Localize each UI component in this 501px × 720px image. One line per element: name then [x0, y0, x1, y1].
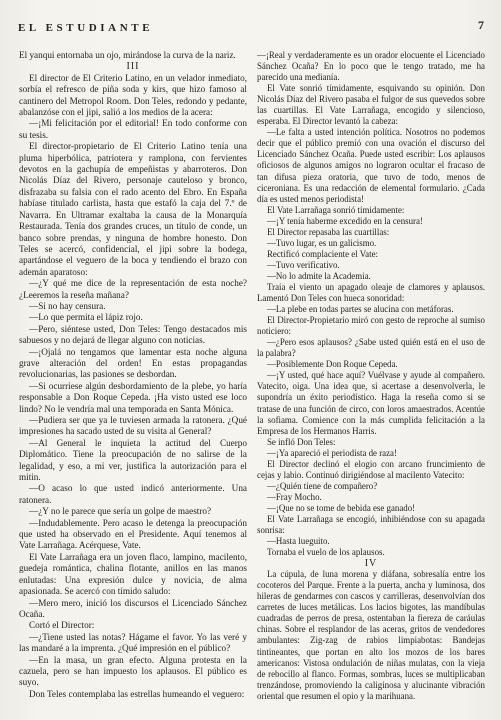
paragraph: El Vate Larrañaga sonrió tímidamente:	[267, 204, 405, 215]
section-number: IV	[364, 558, 378, 570]
dialogue-line: —¡Real y verdaderamente es un orador elocuente el Licenciado Sánchez Ocaña? En lo poco que le tengo tratado, me ha parecido una medianía.	[257, 50, 485, 83]
section-number: III	[126, 61, 140, 73]
dialogue-line: —Pudiera ser que ya le tuviesen armada la ratonera. ¿Qué impresiones ha sacado usted de su visita al General?	[19, 415, 247, 437]
dialogue-line: —Si ocurriese algún desbordamiento de la plebe, yo haría responsable a Don Roque Cepeda. ¡Ha visto usted ese loco lindo? No le vendría mal una temporada en Santa Mónica.	[19, 380, 247, 414]
dialogue-line: —Mero mero, inició los discursos el Licenciado Sánchez Ocaña.	[19, 597, 247, 619]
page-number: 7	[478, 18, 484, 32]
paragraph: El director de El Criterio Latino, en un velador inmediato, sorbía el refresco de piña soda y kirs, que hizo famoso al cantinero del Metropol Room. Don Teles, redondo y pedante, abalanzóse con el jipi, salió a los medios de la acera:	[19, 72, 247, 118]
dialogue-line: —Posiblemente Don Roque Cepeda.	[267, 359, 398, 370]
dialogue-line: —¡Mi felicitación por el editorial! En todo conforme con su tesis.	[19, 118, 247, 140]
dialogue-line: —En la masa, un gran efecto. Alguna protesta en la cazuela, pero se han impuesto los aplausos. El público es suyo.	[19, 654, 247, 688]
dialogue-line: —Indudablemente. Pero acaso le detenga la preocupación que usted ha observado en el Presidente. Aquí tenemos al Vate Larrañaga. Acérquese, Vate.	[19, 517, 247, 551]
dialogue-line: —¿Pero esos aplausos? ¿Sabe usted quién está en el uso de la palabra?	[257, 337, 485, 359]
dialogue-line: —¡Ya apareció el periodista de raza!	[267, 447, 397, 458]
dialogue-line: —Al General le inquieta la actitud del Cuerpo Diplomático. Tiene la preocupación de no salirse de la legalidad, y eso, a mi ver, justifica la autorización para el mitin.	[19, 437, 247, 483]
dialogue-line: —Tuvo lugar, es un galicismo.	[267, 237, 377, 248]
dialogue-line: —¡Que no se tome de bebida ese ganado!	[267, 502, 416, 513]
paragraph: Se infló Don Teles:	[267, 436, 336, 447]
dialogue-line: —¡Y usted, qué hace aquí? Vuélvase y ayude al compañero. Vatecito, oiga. Una idea que, si acertase a desenvolverla, le supondría un éxito periodístico. Haga la reseña como si se tratase de una función de circo, con loros amaestrados. Acentúe la sofiama. Comience con la más cumplida felicitación a la Empresa de los Hermanos Harris.	[257, 370, 485, 436]
running-title: EL ESTUDIANTE	[18, 22, 154, 34]
paragraph: El Vate Larrañaga era un joven flaco, lampino, macilento, guedeja romántica, chalina flotante, anillos en las manos enlutadas: Una expresión dulce y novicia, de alma apasionada. Se acercó con tímido saludo:	[19, 551, 247, 597]
dialogue-line: —La plebe en todas partes se alucina con metáforas.	[267, 304, 454, 315]
dialogue-line: —Si no hay censura.	[29, 300, 106, 311]
dialogue-line: —Fray Mocho.	[267, 491, 322, 502]
dialogue-line: —O acaso lo que usted indicó anteriormente. Una ratonera.	[19, 483, 247, 505]
paragraph: Rectificó complaciente el Vate:	[267, 248, 378, 259]
dialogue-line: —Lo que permita el lápiz rojo.	[29, 312, 143, 323]
paragraph: La cúpula, de luna morena y diáfana, sobresalía entre los cocoteros del Parque. Frente a la puerta, ancha y luminosa, dos hileras de gendarmes con cascos y carrilleras, desenvolvían dos carretes de luces metálicas. Los lacios bigotes, las mandíbulas cuadradas de perros de presa, ostentaban la fiereza de caráulas chinas. Sobre el resplandor de las aceras, gritos de vendedores ambulantes: Zig-zag de rabios limpiabotas: Bandejas tintineantes, que portan en alto los mozos de los bares americanos: Vistosa ondulación de niñas mulatas, con la vieja de rebocillo al flanco. Formas, sombras, luces se multiplicaban trenzándose, promoviendo la caliginosa y alucinante vibración oriental que resumen el opio y la marihuana.	[257, 569, 485, 701]
dialogue-line: —¿Y no le parece que sería un golpe de maestro?	[29, 506, 212, 517]
paragraph: El yanqui entornaba un ojo, mirándose la curva de la nariz.	[19, 50, 236, 60]
paragraph: El Vate Larrañaga se encogió, inhibiéndose con su apagada sonrisa:	[257, 513, 485, 536]
dialogue-line: —No lo admite la Academia.	[267, 270, 371, 281]
paragraph: Cortó el Director:	[29, 620, 95, 631]
dialogue-line: —¡Y tenía haberme excedido en la censura!	[267, 215, 423, 226]
dialogue-line: —Pero, siéntese usted, Don Teles: Tengo destacados mis sabuesos y no dejará de llegar alguno con noticias.	[19, 323, 247, 346]
dialogue-line: —¿Tiene usted las notas? Hágame el favor. Yo las veré y las mandaré a la imprenta. ¿Qué impresión en el público?	[19, 631, 247, 654]
dialogue-line: —Hasta lueguito.	[267, 536, 330, 547]
running-head	[18, 14, 484, 36]
left-column	[19, 50, 247, 700]
paragraph: El Director-Propietario miró con gesto de reproche al sumiso noticiero:	[257, 315, 485, 337]
paragraph: Tornaba el vuelo de los aplausos.	[267, 547, 385, 558]
paragraph: El Director repasaba las cuartillas:	[267, 226, 390, 237]
paragraph: El Vate sonrió tímidamente, esquivando su opinión. Don Nicolás Díaz del Rivero pasaba el fulgor de sus quevedos sobre las cuartillas. El Vate Larrañaga, encogido y silencioso, esperaba. El Director levantó la cabeza:	[257, 83, 485, 127]
right-column	[257, 50, 485, 702]
paragraph: Don Teles contemplaba las estrellas humeando el veguero:	[29, 688, 245, 699]
dialogue-line: —¿Y qué me dice de la representación de esta noche? ¿Leeremos la reseña mañana?	[19, 278, 247, 300]
dialogue-line: —¿Quién tiene de compañero?	[267, 480, 378, 491]
paragraph: Traía el viento un apagado oleaje de clamores y aplausos. Lamentó Don Teles con hueca sonoridad:	[257, 281, 485, 304]
paragraph: El Director declinó el elogio con arcano fruncimiento de cejas y labio. Continuó dirigiéndose al macilento Vatecito:	[257, 458, 485, 480]
dialogue-line: —Le falta a usted intención política. Nosotros no podemos decir que el público premió con una ovación el discurso del Licenciado Sánchez Ocaña. Puede usted escribir: Los aplausos oficiosos de algunos amigos no lograron ocultar el fracaso de tan difusa pieza oratoria, que tuvo de todo, menos de ciceroniana. Es una redacción de elemental formulario. ¿Cada día es usted menos periodista!	[257, 127, 485, 204]
paragraph: El director-propietario de El Criterio Latino tenía una pluma hiperbólica, patriotera y ramplona, con fervientes devotos en la gachupía de empeñistas y abarroteros. Don Nicolás Díaz del Rivero, personaje cauteloso y bronco, disfrazaba su falsia con el rado acento del Ebro. En España habíase titulado carlista, hasta que estafó la caja del 7.º de Navarra. En Ultramar exaltaba la causa de la Monarquía Restaurada. Tenía dos grandes cruces, un título de conde, un banco sobre prendas, y ninguna de hombre honesto. Don Teles se acercó, confidencial, el jipi sobre la bodega, apartándose el veguero de la boca y tendiendo el brazo con ademán aparatoso:	[19, 141, 247, 277]
dialogue-line: —¡Ojalá no tengamos que lamentar esta noche alguna grave alteración del orden! En estas propagandas revolucionarias, las pasiones se desbordan.	[19, 346, 247, 380]
dialogue-line: —Tuvo verificativo.	[267, 259, 340, 270]
